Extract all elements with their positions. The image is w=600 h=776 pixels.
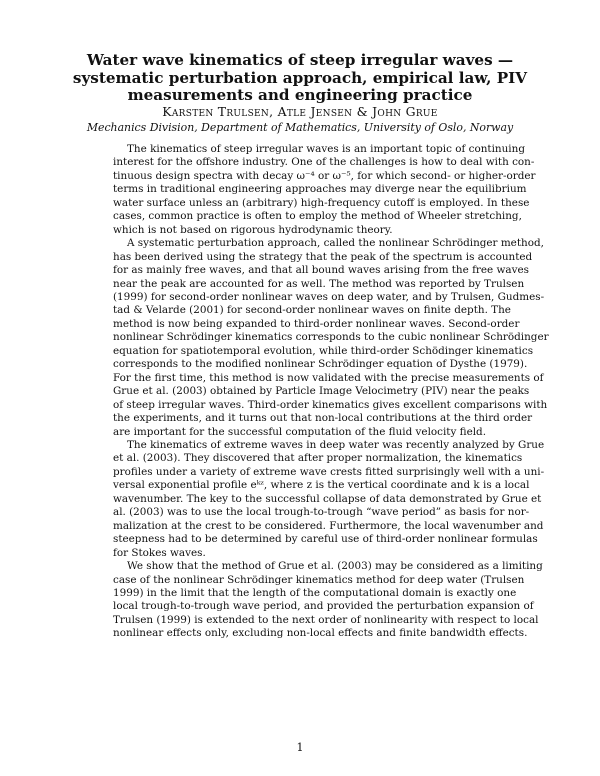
- paragraph: [113, 237, 549, 439]
- text-line: malization at the crest to be considered. Furthermore, the local wavenumber and: [113, 519, 544, 532]
- text-line: local trough-to-trough wave period, and provided the perturbation expansion of: [113, 600, 534, 613]
- text-line: versal exponential profile eᵏᶻ, where z is the vertical coordinate and k is a local: [113, 479, 530, 492]
- text-line: of steep irregular waves. Third-order kinematics gives excellent comparisons with: [113, 398, 548, 411]
- paper-body: [113, 143, 549, 641]
- text-line: which is not based on rigorous hydrodynamic theory.: [113, 223, 393, 236]
- title-line: Water wave kinematics of steep irregular waves —: [86, 51, 514, 69]
- paragraph: [113, 438, 545, 560]
- affiliation: Mechanics Division, Department of Mathematics, University of Oslo, Norway: [86, 121, 514, 134]
- text-line: corresponds to the modified nonlinear Schrödinger equation of Dysthe (1979).: [113, 358, 528, 371]
- text-line: tinuous design spectra with decay ω⁻⁴ or ω⁻⁵, for which second- or higher-order: [113, 169, 536, 182]
- text-line: interest for the offshore industry. One of the challenges is how to deal with con-: [113, 156, 535, 169]
- text-line: nonlinear Schrödinger kinematics corresponds to the cubic nonlinear Schrödinger: [113, 331, 549, 344]
- text-line: nonlinear effects only, excluding non-local effects and finite bandwidth effects.: [113, 627, 528, 640]
- text-line: cases, common practice is often to employ the method of Wheeler stretching,: [113, 210, 522, 223]
- title-line: systematic perturbation approach, empirical law, PIV: [72, 68, 528, 87]
- authors: Karsten Trulsen, Atle Jensen & John Grue: [162, 104, 438, 119]
- text-line: profiles under a variety of extreme wave crests fitted surprisingly well with a uni-: [113, 465, 545, 478]
- paper-title: [70, 52, 530, 105]
- paragraph: [113, 143, 536, 237]
- text-line: et al. (2003). They discovered that after proper normalization, the kinematics: [113, 452, 523, 465]
- text-line: for as mainly free waves, and that all bound waves arising from the free waves: [113, 264, 529, 277]
- text-line: tad & Velarde (2001) for second-order nonlinear waves on finite depth. The: [113, 304, 511, 317]
- text-line: al. (2003) was to use the local trough-to-trough “wave period” as basis for nor-: [113, 506, 530, 519]
- text-line: We show that the method of Grue et al. (2003) may be considered as a limiting: [127, 560, 543, 573]
- text-line: Grue et al. (2003) obtained by Particle Image Velocimetry (PIV) near the peaks: [113, 385, 530, 398]
- text-line: method is now being expanded to third-order nonlinear waves. Second-order: [113, 317, 520, 330]
- text-line: case of the nonlinear Schrödinger kinematics method for deep water (Trulsen: [113, 573, 525, 586]
- text-line: water surface unless an (arbitrary) high-frequency cutoff is employed. In these: [113, 196, 530, 209]
- title-line: measurements and engineering practice: [127, 86, 473, 104]
- page-number: 1: [296, 741, 304, 754]
- paragraph: [113, 560, 543, 641]
- text-line: the experiments, and it turns out that non-local contributions at the third order: [113, 412, 533, 425]
- text-line: terms in traditional engineering approaches may diverge near the equilibrium: [113, 183, 527, 196]
- text-line: near the peak are accounted for as well. The method was reported by Trulsen: [113, 277, 525, 290]
- text-line: equation for spatiotemporal evolution, while third-order Schödinger kinematics: [113, 344, 534, 357]
- text-line: wavenumber. The key to the successful collapse of data demonstrated by Grue et: [113, 492, 542, 505]
- text-line: for Stokes waves.: [113, 546, 206, 559]
- text-line: A systematic perturbation approach, called the nonlinear Schrödinger method,: [127, 237, 544, 250]
- text-line: are important for the successful computation of the fluid velocity field.: [113, 425, 486, 438]
- text-line: steepness had to be determined by careful use of third-order nonlinear formulas: [113, 533, 538, 546]
- text-line: The kinematics of extreme waves in deep water was recently analyzed by Grue: [127, 438, 545, 451]
- text-line: For the first time, this method is now validated with the precise measurements of: [113, 371, 544, 384]
- text-line: The kinematics of steep irregular waves is an important topic of continuing: [127, 143, 525, 155]
- text-line: (1999) for second-order nonlinear waves on deep water, and by Trulsen, Gudmes-: [113, 290, 545, 303]
- text-line: has been derived using the strategy that the peak of the spectrum is accounted: [113, 250, 533, 263]
- text-line: 1999) in the limit that the length of the computational domain is exactly one: [113, 586, 517, 599]
- text-line: Trulsen (1999) is extended to the next order of nonlinearity with respect to local: [113, 613, 539, 626]
